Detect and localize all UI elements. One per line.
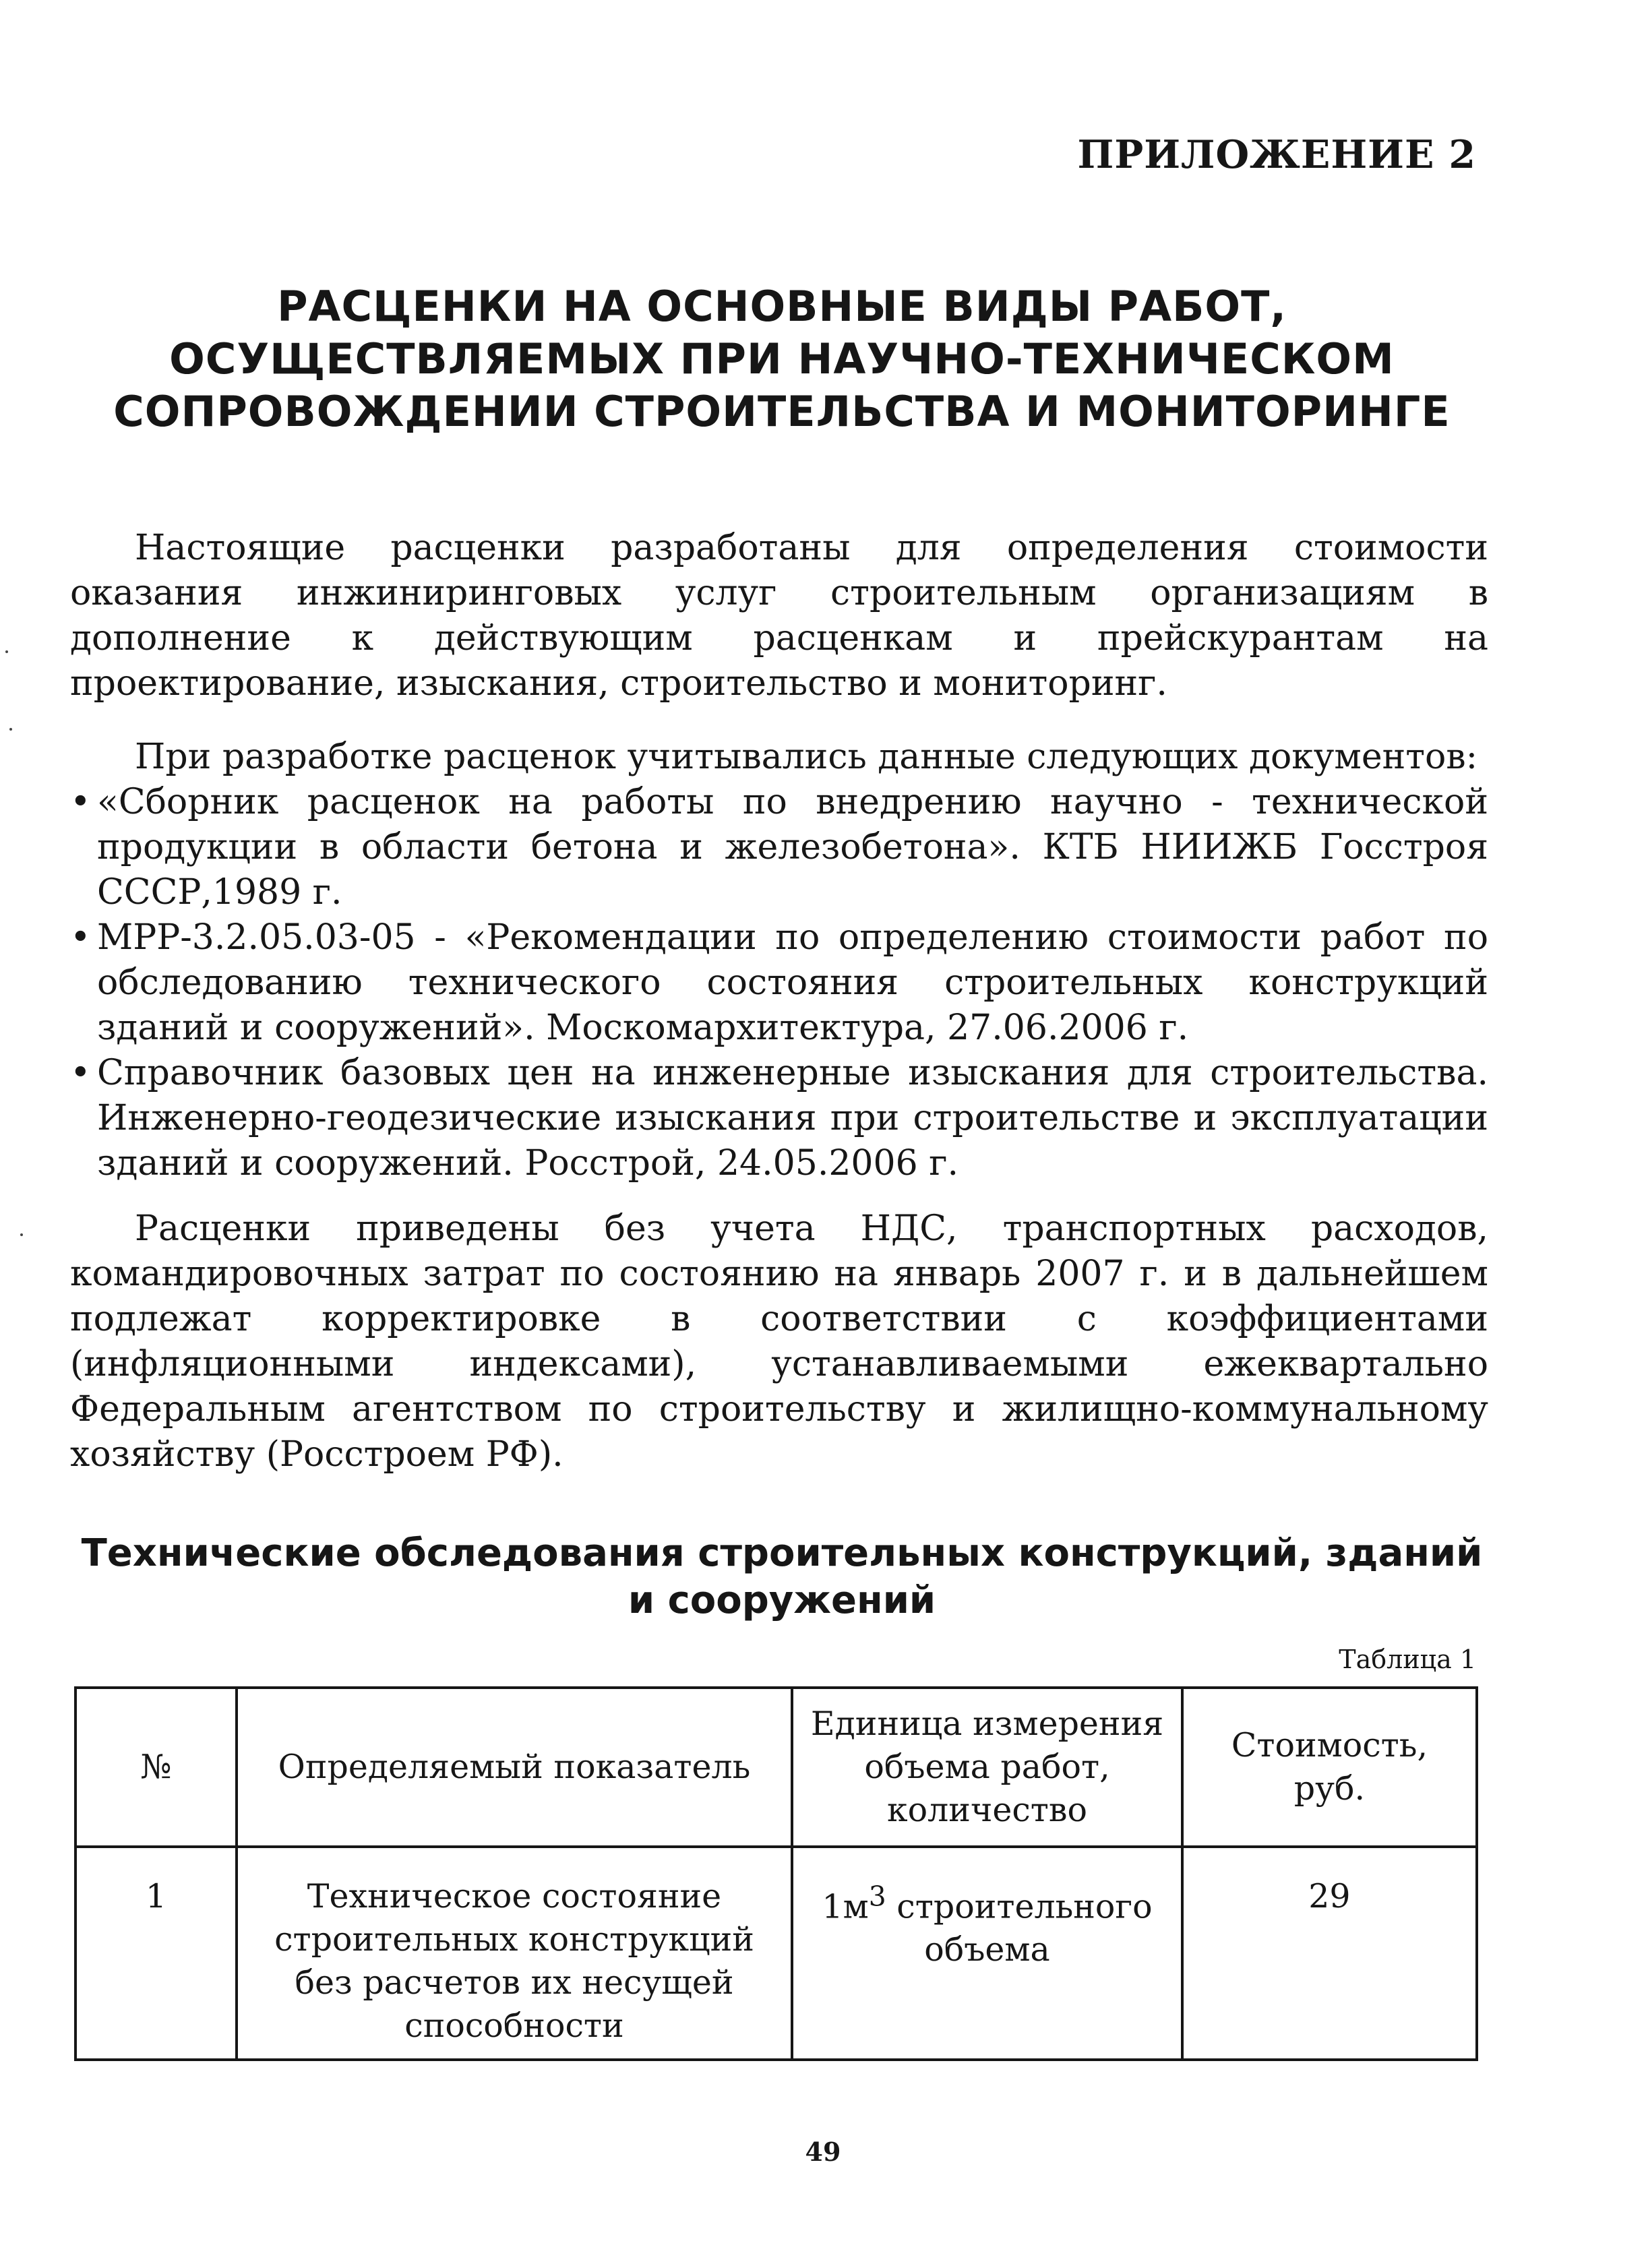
table-label: Таблица 1 — [1339, 1645, 1476, 1674]
section-title — [74, 1530, 1490, 1624]
pricing-note: Расценки приведены без учета НДС, транспортных расходов, командировочных затрат по состоянию на январь 2007 г. и в дальнейшем подлежат корректировке в соответствии с коэффициентами (инфляционными индексами), устанавливаемыми ежеквартально Федеральным агентством по строительству и жилищно-коммунальному хозяйству (Росстроем РФ). — [70, 1208, 1488, 1475]
header-num: № — [75, 1688, 237, 1847]
header-indicator: Определяемый показатель — [237, 1688, 792, 1847]
unit-superscript: 3 — [868, 1880, 886, 1913]
pricing-note-block — [70, 1206, 1488, 1477]
section-title-line-1: Технические обследования строительных конструкций, зданий — [81, 1531, 1483, 1575]
row-cost: 29 — [1182, 1847, 1477, 2060]
scan-speck — [5, 650, 8, 653]
section-title-line-2: и сооружений — [628, 1579, 936, 1622]
title-line-1: РАСЦЕНКИ НА ОСНОВНЫЕ ВИДЫ РАБОТ, — [277, 282, 1287, 331]
title-line-2: ОСУЩЕСТВЛЯЕМЫХ ПРИ НАУЧНО-ТЕХНИЧЕСКОМ — [169, 334, 1395, 384]
header-cost: Стоимость, руб. — [1182, 1688, 1477, 1847]
table-row — [75, 1847, 1477, 2060]
scan-speck — [20, 1233, 23, 1236]
page-number: 49 — [805, 2137, 841, 2167]
sources-intro: При разработке расценок учитывались данные следующих документов: — [135, 737, 1478, 777]
row-num: 1 — [75, 1847, 237, 2060]
scan-speck — [9, 728, 12, 731]
sources-list — [70, 780, 1488, 1186]
source-item: • «Сборник расценок на работы по внедрению научно - технической продукции в области бетона и железобетона». КТБ НИИЖБ Госстроя СССР,1989 г. — [70, 780, 1488, 915]
intro-paragraph: Настоящие расценки разработаны для определения стоимости оказания инжиниринговых услуг строительным организациям в дополнение к действующим расценкам и прейскурантам на проектирование, изыскания, строительство и мониторинг. — [70, 528, 1488, 704]
table-header-row — [75, 1688, 1477, 1847]
appendix-label: ПРИЛОЖЕНИЕ 2 — [1077, 132, 1476, 177]
row-indicator: Техническое состояние строительных конструкций без расчетов их несущей способности — [237, 1847, 792, 2060]
source-item: • Справочник базовых цен на инженерные изыскания для строительства. Инженерно-геодезические изыскания при строительстве и эксплуатации зданий и сооружений. Росстрой, 24.05.2006 г. — [70, 1051, 1488, 1186]
unit-suffix: строительного объема — [886, 1887, 1153, 1969]
title-line-3: СОПРОВОЖДЕНИИ СТРОИТЕЛЬСТВА И МОНИТОРИНГЕ — [113, 387, 1451, 436]
source-item: • МРР-3.2.05.03-05 - «Рекомендации по определению стоимости работ по обследованию технического состояния строительных конструкций зданий и сооружений». Москомархитектура, 27.06.2006 г. — [70, 915, 1488, 1051]
price-table — [74, 1686, 1478, 2061]
header-unit: Единица измерения объема работ, количество — [792, 1688, 1182, 1847]
document-title — [74, 280, 1490, 438]
intro-paragraph-block — [70, 526, 1488, 706]
sources-block — [70, 735, 1488, 1186]
row-unit — [792, 1847, 1182, 2060]
unit-prefix: 1м — [822, 1887, 869, 1926]
